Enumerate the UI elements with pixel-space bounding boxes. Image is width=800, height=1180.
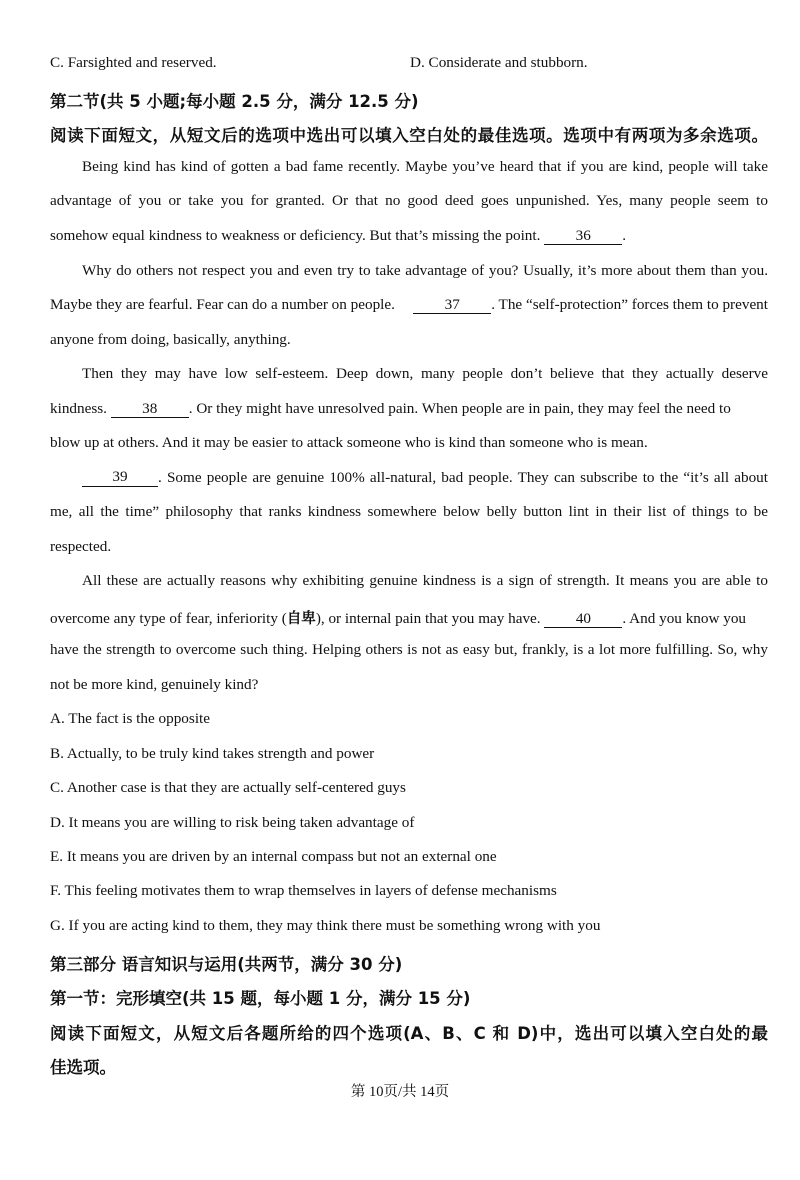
part3-instruction-line2: 佳选项。 [50, 1058, 116, 1077]
part3-heading: 第三部分 语言知识与运用(共两节，满分 30 分) [50, 955, 403, 974]
passage-p5-line2: overcome any type of fear, inferiority (自卑), or internal pain that you may have. 40 . And you know you [50, 610, 747, 627]
option-d: D. It means you are willing to risk being taken advantage of [50, 814, 415, 831]
option-e: E. It means you are driven by an internal compass but not an external one [50, 848, 497, 865]
option-f: F. This feeling motivates them to wrap themselves in layers of defense mechanisms [50, 882, 557, 899]
section-instruction: 阅读下面短文，从短文后的选项中选出可以填入空白处的最佳选项。选项中有两项为多余选项。 [50, 126, 768, 145]
section-heading: 第二节(共 5 小题;每小题 2.5 分，满分 12.5 分) [50, 92, 419, 111]
passage-p4-line1: 39 . Some people are genuine 100% all-natural, bad people. They can subscribe to the “it’s all about [82, 469, 768, 487]
blank-36: 36 [544, 228, 622, 245]
part3-section1-heading: 第一节：完形填空(共 15 题，每小题 1 分，满分 15 分) [50, 989, 471, 1008]
option-c-prev: C. Farsighted and reserved. [50, 54, 217, 71]
page-footer: 第 10页/共 14页 [350, 1084, 450, 1100]
passage-p1-line2: advantage of you or take you for granted. Or that no good deed goes unpunished. Yes, many people seem to [50, 192, 768, 209]
passage-p5-line3: have the strength to overcome such thing. Helping others is not as easy but, frankly, is a lot more fulfilling. So, why [50, 641, 768, 658]
option-d-prev: D. Considerate and stubborn. [410, 54, 588, 71]
passage-p2-line3: anyone from doing, basically, anything. [50, 331, 291, 348]
blank-38: 38 [111, 401, 189, 418]
passage-p4-line2: me, all the time” philosophy that ranks kindness somewhere below belly button lint in their list of things to be [50, 503, 768, 520]
option-b: B. Actually, to be truly kind takes strength and power [50, 745, 375, 762]
passage-p3-line2: kindness. 38 . Or they might have unresolved pain. When people are in pain, they may feel the need to [50, 400, 731, 417]
option-a: A. The fact is the opposite [50, 710, 210, 727]
blank-37: 37 [413, 297, 491, 314]
option-g: G. If you are acting kind to them, they may think there must be something wrong with you [50, 917, 601, 934]
blank-39: 39 [82, 469, 158, 487]
blank-40: 40 [544, 611, 622, 628]
passage-p5-line1: All these are actually reasons why exhibiting genuine kindness is a sign of strength. It means you are able to [82, 572, 768, 589]
passage-p3-line1: Then they may have low self-esteem. Deep down, many people don’t believe that they actually deserve [82, 365, 768, 382]
passage-p5-line4: not be more kind, genuinely kind? [50, 676, 259, 693]
passage-p2-line1: Why do others not respect you and even try to take advantage of you? Usually, it’s more about them than you. [82, 262, 768, 279]
passage-p3-line3: blow up at others. And it may be easier to attack someone who is kind than someone who is mean. [50, 434, 648, 451]
option-c: C. Another case is that they are actually self-centered guys [50, 779, 406, 796]
passage-p4-line3: respected. [50, 538, 112, 555]
passage-p1-line3: somehow equal kindness to weakness or deficiency. But that’s missing the point. 36 . [50, 227, 627, 244]
passage-p1-line1: Being kind has kind of gotten a bad fame recently. Maybe you’ve heard that if you are kind, people will take [82, 158, 768, 175]
part3-instruction-line1: 阅读下面短文，从短文后各题所给的四个选项(A、B、C 和 D)中，选出可以填入空白处的最 [50, 1024, 768, 1043]
passage-p2-line2: Maybe they are fearful. Fear can do a number on people. 37 . The “self-protection” forces them to prevent [50, 296, 768, 313]
